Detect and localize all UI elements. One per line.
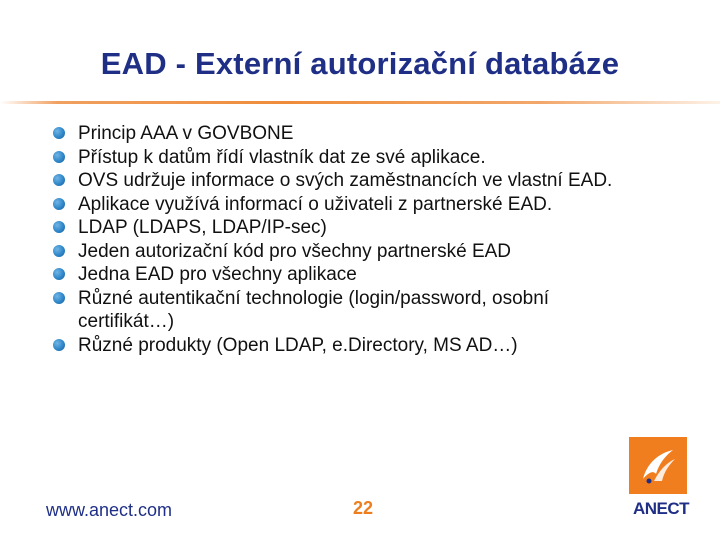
bullet-text: Přístup k datům řídí vlastník dat ze své aplikace. <box>78 146 486 168</box>
bullet-item <box>50 193 650 217</box>
bullet-text: Princip AAA v GOVBONE <box>78 123 294 144</box>
logo-text: ANECT <box>633 499 690 518</box>
bullet-item <box>50 216 650 240</box>
page-number: 22 <box>352 498 374 518</box>
bullet-text: Jedna EAD pro všechny aplikace <box>78 264 357 285</box>
bullet-dot-icon <box>53 127 65 139</box>
title-divider <box>0 101 720 104</box>
logo-swoosh-icon <box>629 437 687 494</box>
bullet-dot-icon <box>53 174 65 186</box>
bullet-text: Jeden autorizační kód pro všechny partnerské EAD <box>78 240 512 262</box>
bullet-dot-icon <box>53 339 65 351</box>
bullet-text: LDAP (LDAPS, LDAP/IP-sec) <box>78 217 327 238</box>
bullet-dot-icon <box>53 268 65 280</box>
bullet-item <box>50 240 650 264</box>
bullet-item <box>50 146 650 170</box>
bullet-text: OVS udržuje informace o svých zaměstnancích ve vlastní EAD. <box>78 170 613 191</box>
bullet-text: Různé autentikační technologie (login/password, osobní certifikát…) <box>78 287 550 332</box>
bullet-dot-icon <box>53 198 65 210</box>
bullet-dot-icon <box>53 151 65 163</box>
bullet-item <box>50 287 650 334</box>
bullet-item <box>50 263 650 287</box>
footer-url[interactable]: www.anect.com <box>46 500 173 520</box>
bullet-dot-icon <box>53 292 65 304</box>
bullet-dot-icon <box>53 221 65 233</box>
bullet-item <box>50 169 650 193</box>
bullet-item <box>50 122 650 146</box>
slide-title: EAD - Externí autorizační databáze <box>100 46 620 81</box>
bullet-dot-icon <box>53 245 65 257</box>
bullet-item <box>50 334 650 358</box>
bullet-text: Aplikace využívá informací o uživateli z partnerské EAD. <box>78 193 553 215</box>
anect-logo-icon <box>629 437 687 494</box>
bullet-text: Různé produkty (Open LDAP, e.Directory, MS AD…) <box>78 334 518 356</box>
bullet-list <box>50 122 650 357</box>
